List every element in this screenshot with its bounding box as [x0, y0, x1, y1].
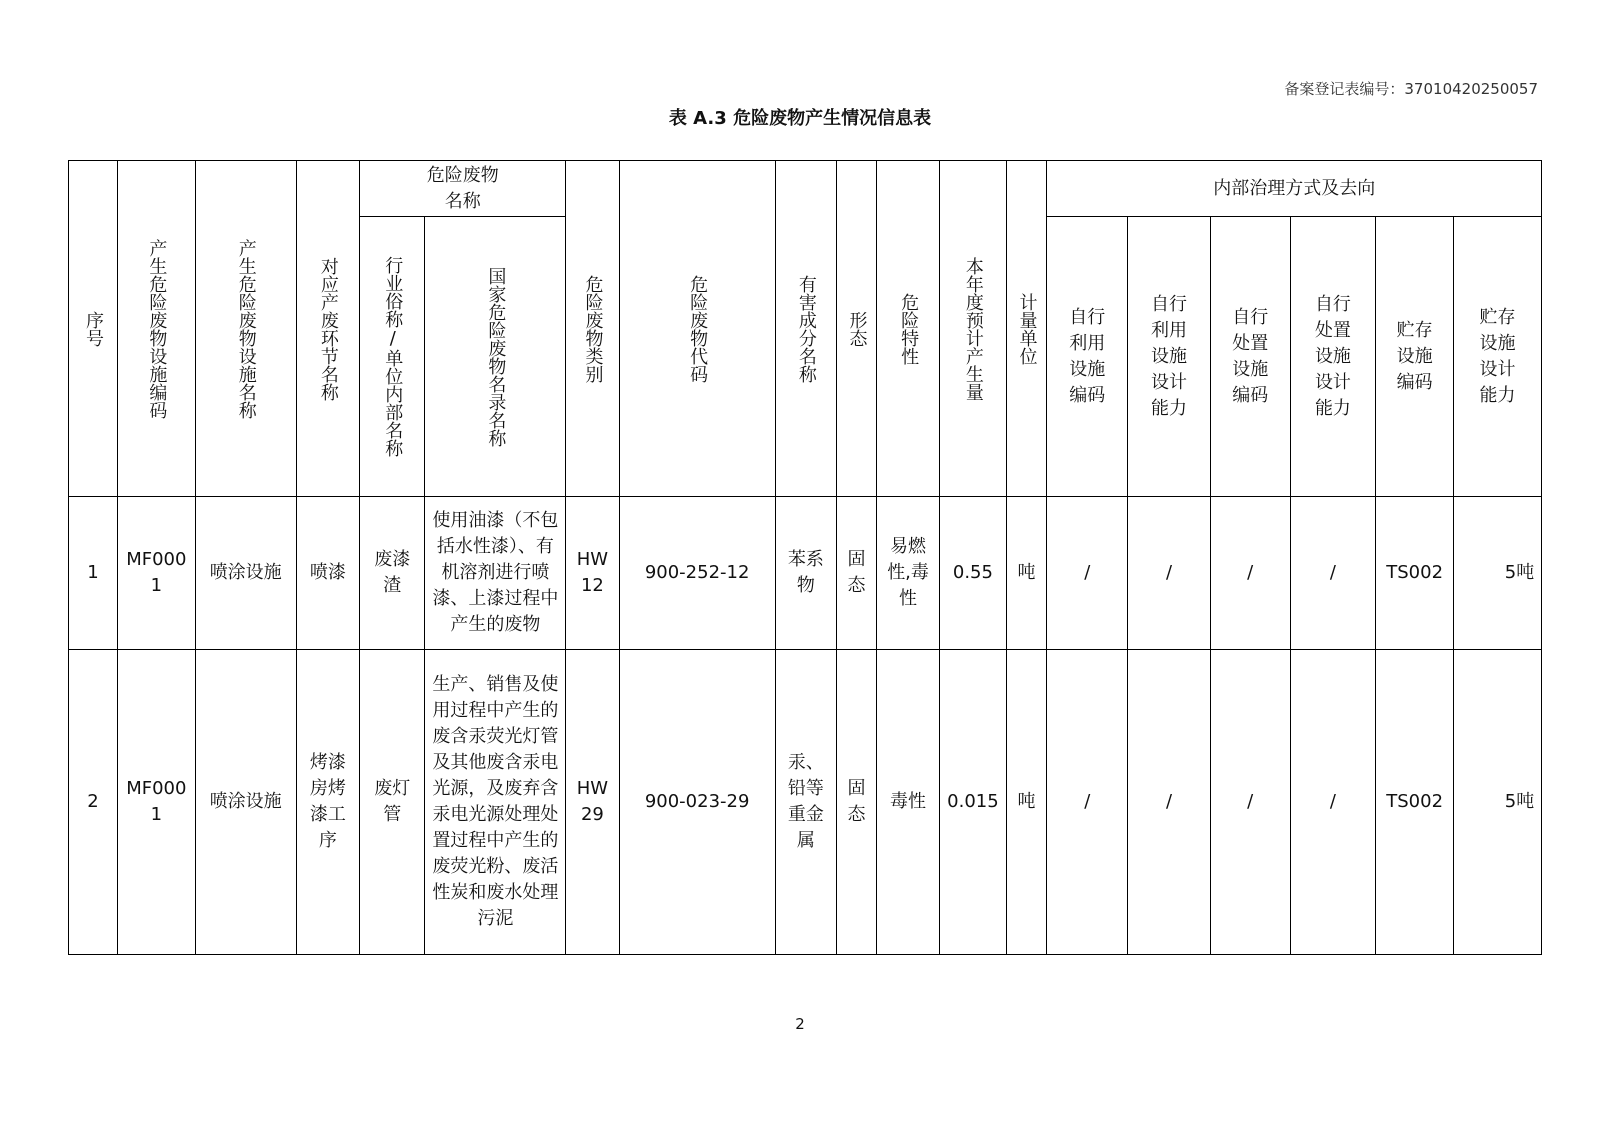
cell-storage-cap: 5吨 — [1453, 497, 1541, 650]
header-seq: 序号 — [69, 161, 118, 497]
header-self-use-code: 自行利用设施编码 — [1047, 217, 1128, 497]
cell-storage-cap: 5吨 — [1453, 650, 1541, 955]
header-code: 危险废物代码 — [619, 161, 775, 497]
cell-facility-name: 喷涂设施 — [195, 650, 296, 955]
cell-self-use-cap: / — [1128, 650, 1211, 955]
header-form: 形态 — [837, 161, 877, 497]
cell-unit: 吨 — [1006, 497, 1047, 650]
table-row — [69, 497, 1542, 650]
cell-harmful: 汞、铅等重金属 — [775, 650, 836, 955]
header-unit: 计量单位 — [1006, 161, 1047, 497]
cell-self-use-code: / — [1047, 650, 1128, 955]
header-process: 对应产废环节名称 — [296, 161, 359, 497]
cell-category: HW29 — [566, 650, 619, 955]
cell-amount: 0.55 — [940, 497, 1006, 650]
cell-form: 固态 — [837, 497, 877, 650]
cell-national-name: 生产、销售及使用过程中产生的废含汞荧光灯管及其他废含汞电光源，及废弃含汞电光源处理处置过程中产生的废荧光粉、废活性炭和废水处理污泥 — [425, 650, 566, 955]
cell-facility-name: 喷涂设施 — [195, 497, 296, 650]
cell-amount: 0.015 — [940, 650, 1006, 955]
table-title: 表 A.3 危险废物产生情况信息表 — [668, 108, 932, 129]
cell-storage-code: TS002 — [1376, 497, 1454, 650]
cell-industry-name: 废漆渣 — [360, 497, 425, 650]
header-self-dispose-code: 自行处置设施编码 — [1210, 217, 1290, 497]
cell-code: 900-252-12 — [619, 497, 775, 650]
cell-facility-code: MF0001 — [118, 497, 196, 650]
page-number: 2 — [795, 1015, 805, 1033]
cell-harmful: 苯系物 — [775, 497, 836, 650]
header-waste-name-group: 危险废物名称 — [360, 161, 566, 217]
cell-facility-code: MF0001 — [118, 650, 196, 955]
table-row — [69, 650, 1542, 955]
header-industry-name: 行业俗称/单位内部名称 — [360, 217, 425, 497]
cell-process: 喷漆 — [296, 497, 359, 650]
cell-hazard: 易燃性,毒性 — [876, 497, 939, 650]
header-category: 危险废物类别 — [566, 161, 619, 497]
cell-industry-name: 废灯管 — [360, 650, 425, 955]
registration-number: 备案登记表编号：37010420250057 — [1284, 80, 1538, 98]
cell-self-dispose-cap: / — [1290, 650, 1376, 955]
header-self-dispose-cap: 自行处置设施设计能力 — [1290, 217, 1376, 497]
hazardous-waste-table — [68, 160, 1542, 955]
header-self-use-cap: 自行利用设施设计能力 — [1128, 217, 1211, 497]
header-internal-group: 内部治理方式及去向 — [1047, 161, 1542, 217]
header-storage-cap: 贮存设施设计能力 — [1453, 217, 1541, 497]
cell-self-use-code: / — [1047, 497, 1128, 650]
cell-hazard: 毒性 — [876, 650, 939, 955]
header-facility-name: 产生危险废物设施名称 — [195, 161, 296, 497]
cell-seq: 2 — [69, 650, 118, 955]
cell-code: 900-023-29 — [619, 650, 775, 955]
cell-self-dispose-cap: / — [1290, 497, 1376, 650]
header-amount: 本年度预计产生量 — [940, 161, 1006, 497]
cell-unit: 吨 — [1006, 650, 1047, 955]
cell-form: 固态 — [837, 650, 877, 955]
cell-process: 烤漆房烤漆工序 — [296, 650, 359, 955]
cell-self-dispose-code: / — [1210, 650, 1290, 955]
cell-national-name: 使用油漆（不包括水性漆）、有机溶剂进行喷漆、上漆过程中产生的废物 — [425, 497, 566, 650]
header-row-1 — [69, 161, 1542, 217]
header-facility-code: 产生危险废物设施编码 — [118, 161, 196, 497]
cell-seq: 1 — [69, 497, 118, 650]
header-national-name: 国家危险废物名录名称 — [425, 217, 566, 497]
cell-category: HW12 — [566, 497, 619, 650]
header-hazard: 危险特性 — [876, 161, 939, 497]
header-harmful: 有害成分名称 — [775, 161, 836, 497]
cell-self-use-cap: / — [1128, 497, 1211, 650]
header-storage-code: 贮存设施编码 — [1376, 217, 1454, 497]
cell-self-dispose-code: / — [1210, 497, 1290, 650]
cell-storage-code: TS002 — [1376, 650, 1454, 955]
